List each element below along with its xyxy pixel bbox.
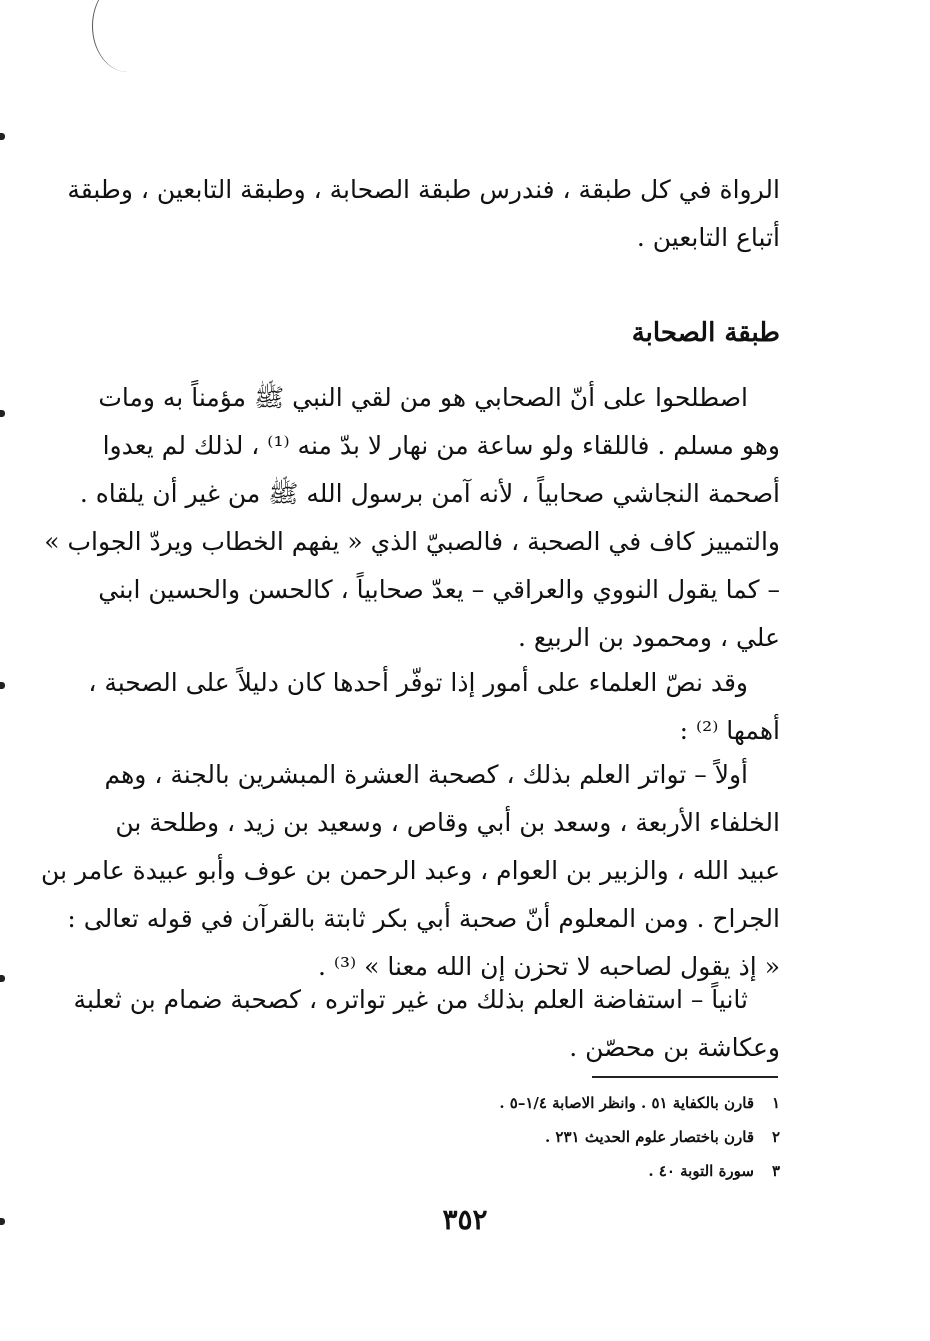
footnote-text: قارن بالكفاية ٥١ . وانظر الاصابة ١/٤–٥ . bbox=[499, 1094, 754, 1112]
footnote-separator bbox=[592, 1076, 778, 1078]
text-line: ثانياً – استفاضة العلم بذلك من غير تواتره ، كصحبة ضمام بن ثعلبة bbox=[73, 985, 748, 1014]
margin-mark bbox=[0, 682, 5, 689]
text-line: وهو مسلم . فاللقاء ولو ساعة من نهار لا بدّ منه ⁽¹⁾ ، لذلك لم يعدوا bbox=[102, 431, 780, 460]
margin-mark bbox=[0, 975, 5, 982]
text-line: علي ، ومحمود بن الربيع . bbox=[517, 623, 780, 652]
paragraph-second-criterion bbox=[73, 976, 780, 1072]
text-line: « إذ يقول لصاحبه لا تحزن إن الله معنا » ⁽³⁾ . bbox=[317, 952, 780, 981]
text-line: أتباع التابعين . bbox=[636, 223, 780, 252]
text-line: أولاً – تواتر العلم بذلك ، كصحبة العشرة المبشرين بالجنة ، وهم bbox=[104, 760, 748, 789]
footnote-number: ١ bbox=[771, 1094, 780, 1112]
text-line: عبيد الله ، والزبير بن العوام ، وعبد الرحمن بن عوف وأبو عبيدة عامر بن bbox=[41, 856, 780, 885]
paragraph-criteria bbox=[88, 659, 780, 755]
footnote-number: ٣ bbox=[771, 1162, 780, 1180]
footnote-number: ٢ bbox=[771, 1128, 780, 1146]
page-corner-curl bbox=[92, 0, 163, 72]
paragraph-definition bbox=[44, 374, 780, 662]
text-line: الرواة في كل طبقة ، فندرس طبقة الصحابة ، وطبقة التابعين ، وطبقة bbox=[67, 175, 780, 204]
page-number: ٣٥٢ bbox=[442, 1203, 488, 1236]
paragraph-first-criterion bbox=[41, 751, 780, 991]
footnote-text: قارن باختصار علوم الحديث ٢٣١ . bbox=[544, 1128, 754, 1146]
text-line: الجراح . ومن المعلوم أنّ صحبة أبي بكر ثابتة بالقرآن في قوله تعالى : bbox=[67, 904, 780, 933]
section-heading: طبقة الصحابة bbox=[631, 318, 780, 348]
text-line: – كما يقول النووي والعراقي – يعدّ صحابياً ، كالحسن والحسين ابني bbox=[98, 575, 780, 604]
text-line: اصطلحوا على أنّ الصحابي هو من لقي النبي ﷺ مؤمناً به ومات bbox=[98, 383, 748, 412]
footnote bbox=[648, 1162, 780, 1180]
text-line: وعكاشة بن محصّن . bbox=[569, 1033, 780, 1062]
intro-paragraph bbox=[67, 166, 780, 262]
text-line: الخلفاء الأربعة ، وسعد بن أبي وقاص ، وسعيد بن زيد ، وطلحة بن bbox=[115, 808, 780, 837]
text-line: أصحمة النجاشي صحابياً ، لأنه آمن برسول الله ﷺ من غير أن يلقاه . bbox=[79, 479, 780, 508]
text-line: أهمها ⁽²⁾ : bbox=[679, 716, 780, 745]
footnote bbox=[545, 1128, 780, 1146]
text-line: وقد نصّ العلماء على أمور إذا توفّر أحدها كان دليلاً على الصحبة ، bbox=[88, 668, 748, 697]
footnote bbox=[499, 1094, 780, 1112]
margin-mark bbox=[0, 410, 5, 417]
margin-mark bbox=[0, 133, 5, 140]
footnote-text: سورة التوبة ٤٠ . bbox=[648, 1162, 754, 1180]
text-line: والتمييز كاف في الصحبة ، فالصبيّ الذي « يفهم الخطاب ويردّ الجواب » bbox=[44, 527, 780, 556]
